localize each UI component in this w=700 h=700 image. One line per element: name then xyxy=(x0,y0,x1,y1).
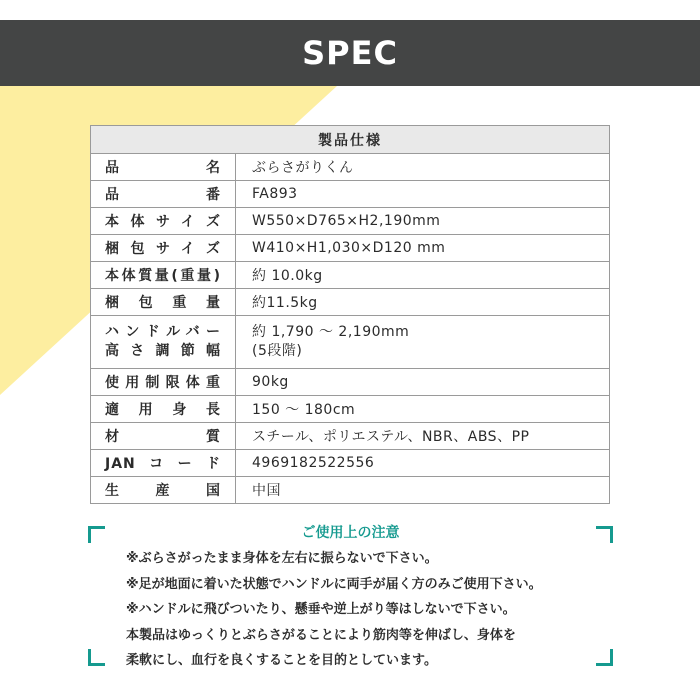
row-value: 約11.5kg xyxy=(236,289,610,316)
notice-line: ※足が地面に着いた状態でハンドルに両手が届く方のみご使用下さい。 xyxy=(126,576,542,592)
table-row xyxy=(91,450,610,477)
notice-line: ※ぶらさがったまま身体を左右に振らないで下さい。 xyxy=(126,551,438,566)
table-row xyxy=(91,262,610,289)
row-label: 梱包サイズ xyxy=(91,235,236,262)
row-value: ぶらさがりくん xyxy=(236,154,610,181)
row-label-line: 高さ調節幅 xyxy=(105,343,221,359)
table-row xyxy=(91,369,610,396)
row-label: 使用制限体重 xyxy=(91,369,236,396)
row-label: 材 質 xyxy=(91,423,236,450)
table-caption-row xyxy=(91,126,610,154)
notice-line: 本製品はゆっくりとぶらさがることにより筋肉等を伸ばし、身体を xyxy=(126,627,516,643)
table-row xyxy=(91,396,610,423)
row-value: 中国 xyxy=(236,477,610,504)
row-value xyxy=(236,316,610,369)
table-row xyxy=(91,289,610,316)
notice-text xyxy=(126,546,586,674)
notice-line: ※ハンドルに飛びついたり、懸垂や逆上がり等はしないで下さい。 xyxy=(126,602,516,617)
row-value: 4969182522556 xyxy=(236,450,610,477)
spec-table xyxy=(90,125,610,504)
row-label: 品 名 xyxy=(91,154,236,181)
page-header xyxy=(0,20,700,86)
table-row xyxy=(91,208,610,235)
row-value: FA893 xyxy=(236,181,610,208)
row-value: 150 ～ 180cm xyxy=(236,396,610,423)
corner-bracket-icon xyxy=(596,649,613,666)
table-row xyxy=(91,316,610,369)
table-row xyxy=(91,235,610,262)
page-title: SPEC xyxy=(302,34,398,72)
row-label xyxy=(91,316,236,369)
row-value-line: (5段階) xyxy=(252,343,303,359)
table-caption: 製品仕様 xyxy=(91,126,610,154)
row-value: スチール、ポリエステル、NBR、ABS、PP xyxy=(236,423,610,450)
usage-notice xyxy=(88,526,613,666)
notice-line: 柔軟にし、血行を良くすることを目的としています。 xyxy=(126,653,437,668)
row-label: 本体サイズ xyxy=(91,208,236,235)
table-row xyxy=(91,477,610,504)
row-value: 90kg xyxy=(236,369,610,396)
row-value: W550×D765×H2,190mm xyxy=(236,208,610,235)
row-label: 品 番 xyxy=(91,181,236,208)
table-row xyxy=(91,423,610,450)
row-value: 約 10.0kg xyxy=(236,262,610,289)
corner-bracket-icon xyxy=(88,649,105,666)
table-row xyxy=(91,181,610,208)
notice-title: ご使用上の注意 xyxy=(301,525,400,541)
row-label: 生産国 xyxy=(91,477,236,504)
table-row xyxy=(91,154,610,181)
row-label: 梱包重量 xyxy=(91,289,236,316)
row-label: 適用身長 xyxy=(91,396,236,423)
row-label: JANコード xyxy=(91,450,236,477)
row-label-line: ハンドルバー xyxy=(105,324,221,340)
row-value-line: 約 1,790 ～ 2,190mm xyxy=(252,324,410,340)
row-label: 本体質量(重量) xyxy=(91,262,236,289)
row-value: W410×H1,030×D120 mm xyxy=(236,235,610,262)
